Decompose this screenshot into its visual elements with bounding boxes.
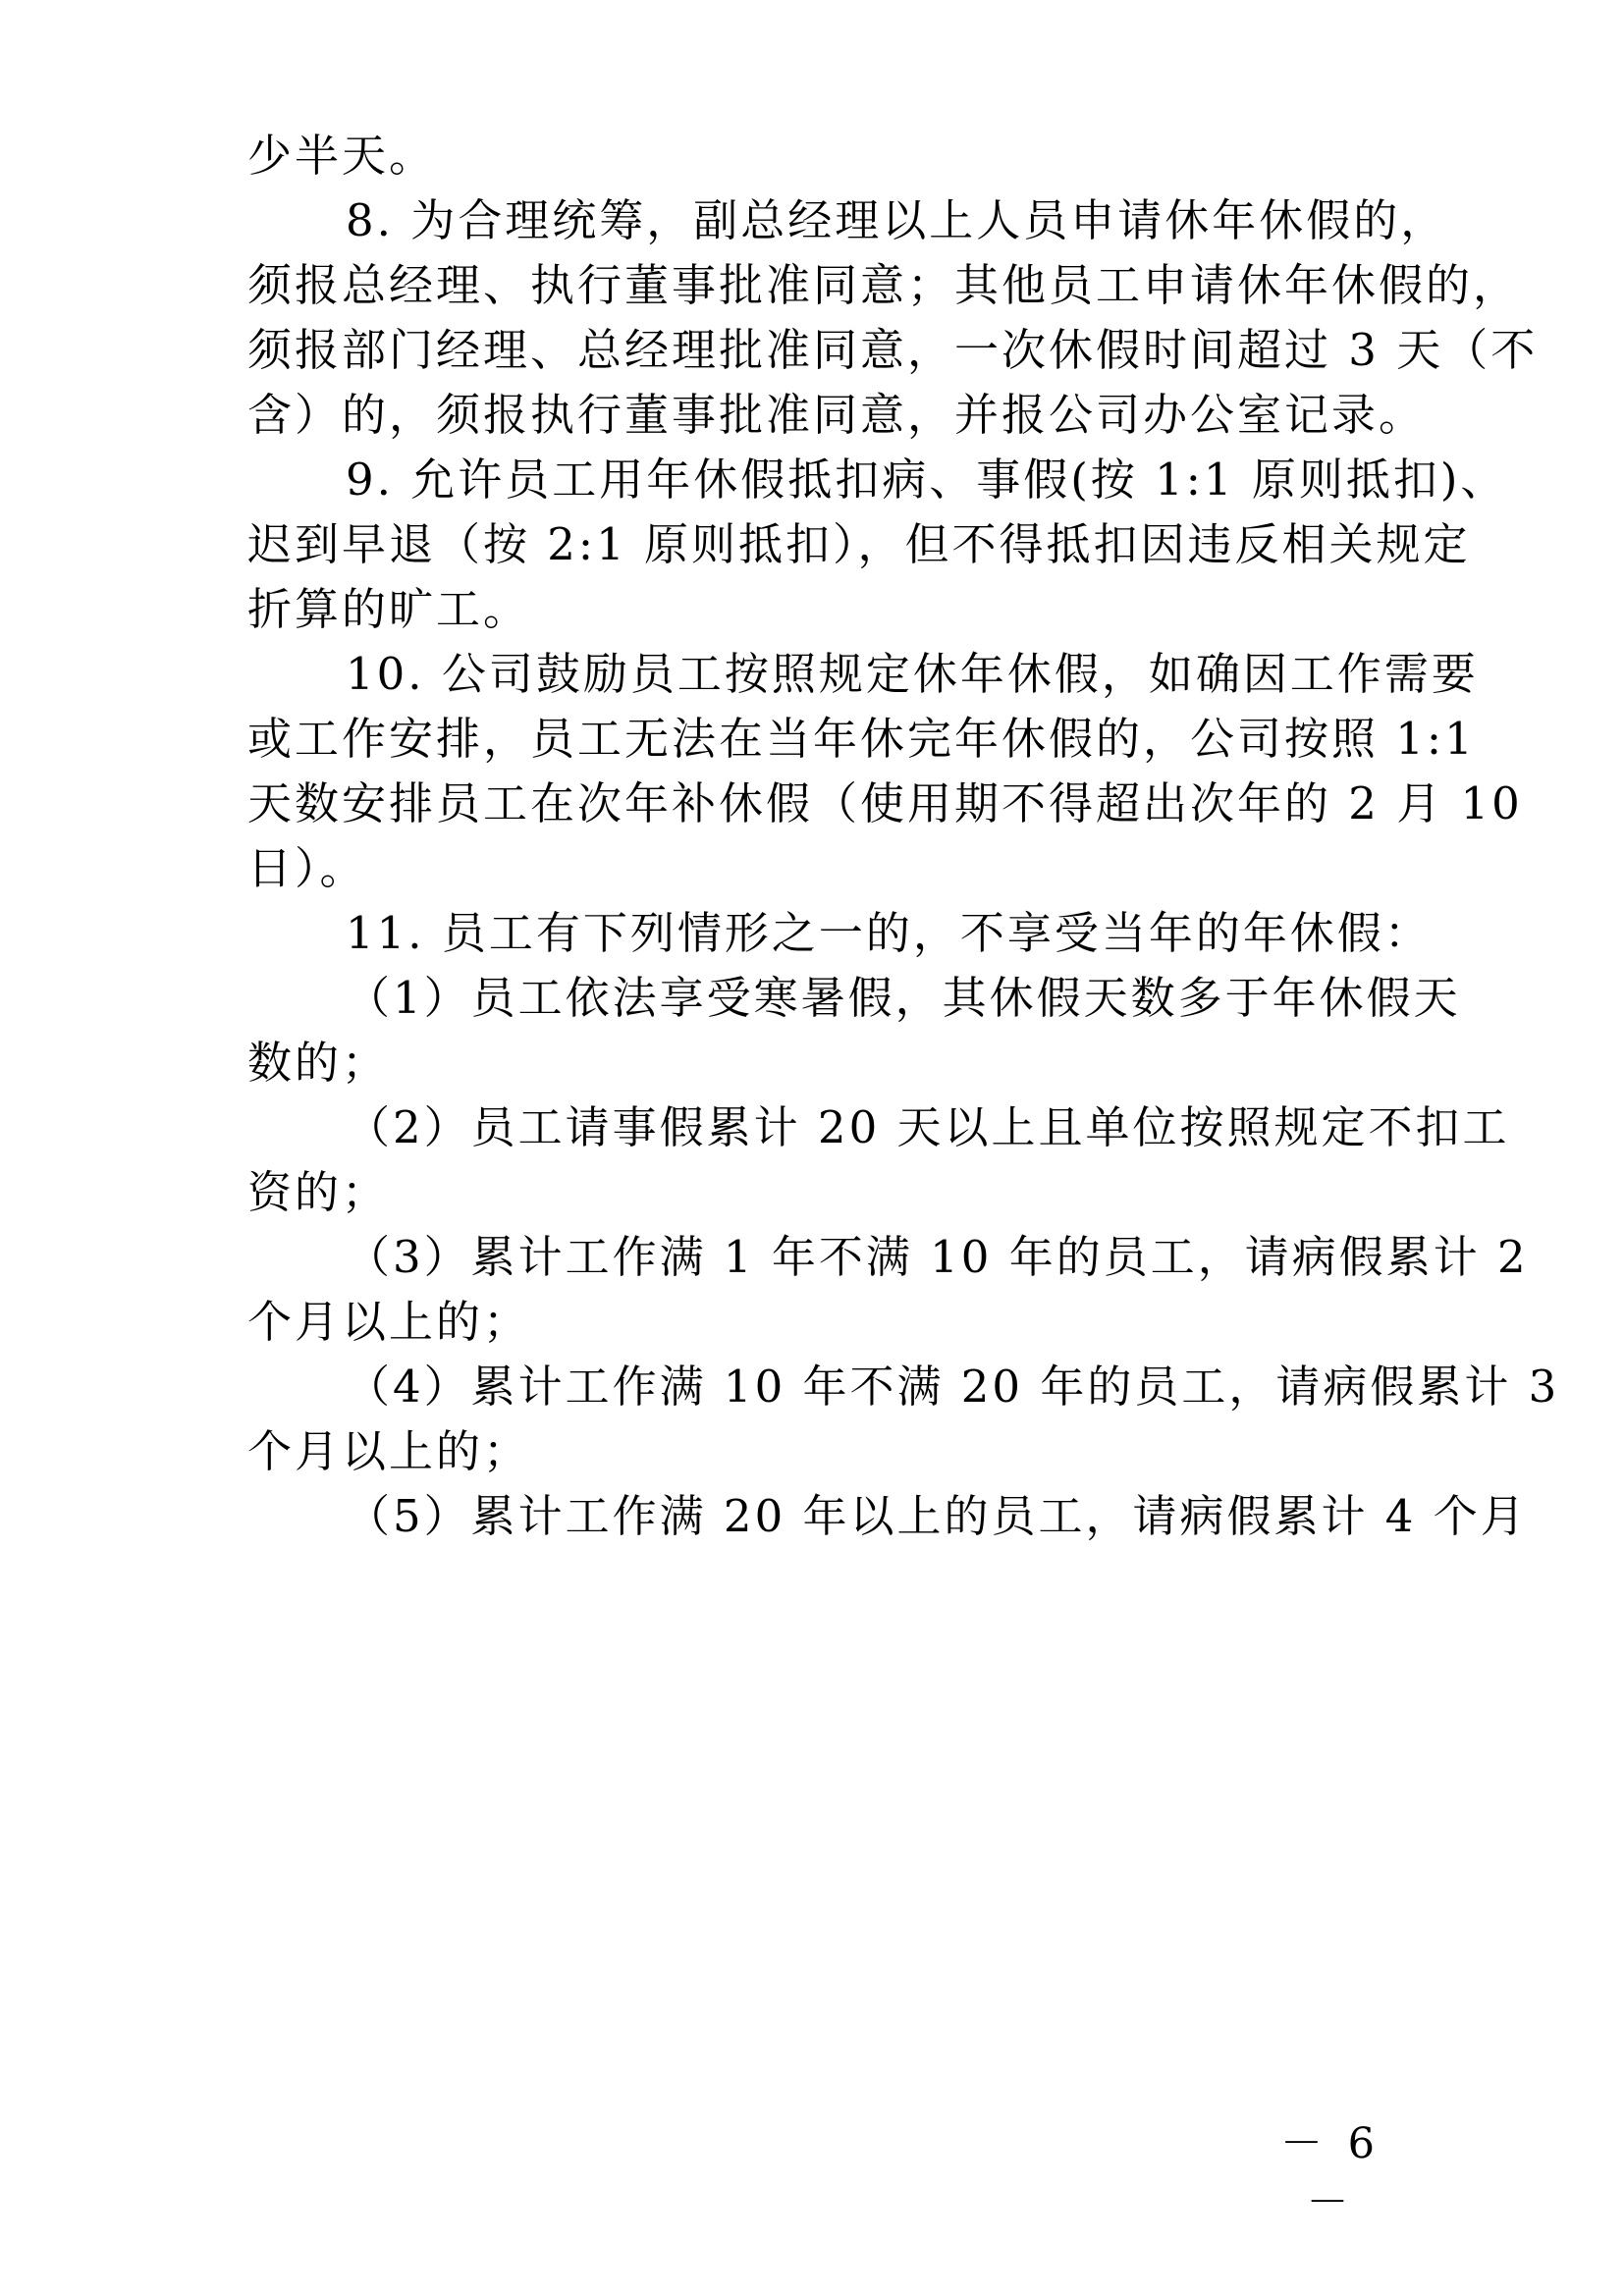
text-line-20: （4）累计工作满 10 年不满 20 年的员工，请病假累计 3 [346, 1361, 1560, 1413]
text-line-9: 10. 公司鼓励员工按照规定休年休假，如确因工作需要 [346, 648, 1479, 700]
text-line-15: 数的； [247, 1037, 390, 1089]
text-line-8: 折算的旷工。 [247, 583, 531, 635]
text-line-7: 迟到早退（按 2:1 原则抵扣），但不得抵扣因违反相关规定 [247, 518, 1471, 570]
text-line-12: 日）。 [247, 842, 367, 894]
text-line-11: 天数安排员工在次年补休假（使用期不得超出次年的 2 月 10 [247, 777, 1523, 829]
text-line-2: 8. 为合理统筹，副总经理以上人员申请休年休假的， [346, 194, 1448, 246]
text-line-5: 含）的，须报执行董事批准同意，并报公司办公室记录。 [247, 389, 1427, 441]
text-line-3: 须报总经理、执行董事批准同意；其他员工申请休年休假的， [247, 259, 1521, 311]
text-line-6: 9. 允许员工用年休假抵扣病、事假(按 1:1 原则抵扣)、 [346, 454, 1508, 506]
text-line-14: （1）员工依法享受寒暑假，其休假天数多于年休假天 [346, 972, 1461, 1024]
text-line-22: （5）累计工作满 20 年以上的员工，请病假累计 4 个月 [346, 1490, 1528, 1542]
text-line-21: 个月以上的； [247, 1425, 531, 1477]
text-line-16: （2）员工请事假累计 20 天以上且单位按照规定不扣工 [346, 1101, 1510, 1153]
text-line-10: 或工作安排，员工无法在当年休完年休假的，公司按照 1:1 [247, 713, 1476, 765]
text-line-13: 11. 员工有下列情形之一的，不享受当年的年休假： [346, 907, 1432, 959]
text-line-1: 少半天。 [247, 130, 437, 182]
page-number: － 6 － [1279, 2119, 1381, 2227]
text-line-18: （3）累计工作满 1 年不满 10 年的员工，请病假累计 2 [346, 1231, 1529, 1283]
text-line-4: 须报部门经理、总经理批准同意，一次休假时间超过 3 天（不 [247, 324, 1539, 376]
text-line-17: 资的； [247, 1166, 390, 1218]
text-line-19: 个月以上的； [247, 1296, 531, 1348]
